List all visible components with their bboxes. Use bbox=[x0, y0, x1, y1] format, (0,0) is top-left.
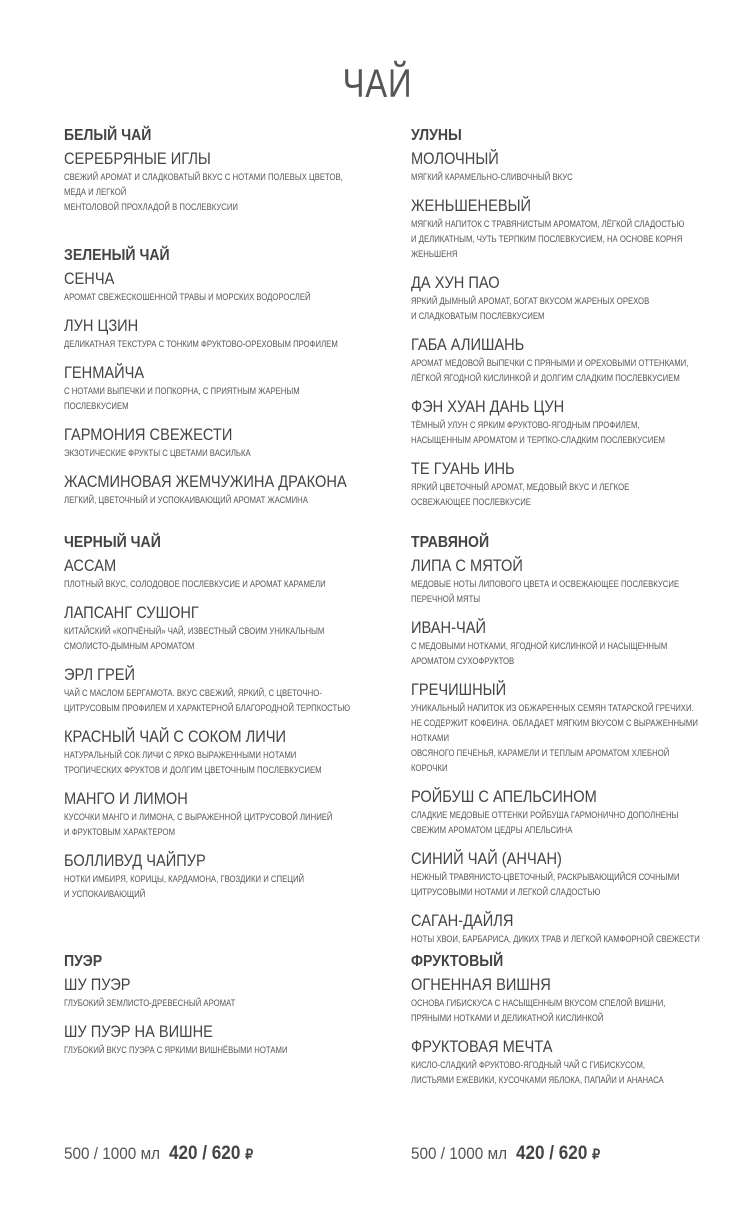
menu-item bbox=[411, 334, 751, 386]
menu-item bbox=[64, 974, 404, 1011]
price-amount: 420 / 620 ₽ bbox=[516, 1143, 601, 1164]
section-fruit bbox=[411, 951, 751, 1098]
menu-item-description: НОТЫ ХВОИ, БАРБАРИСА, ДИКИХ ТРАВ И ЛЕГКОЙ КАМФОРНОЙ СВЕЖЕСТИ bbox=[411, 934, 700, 944]
menu-item-description: СВЕЖИЙ АРОМАТ И СЛАДКОВАТЫЙ ВКУС С НОТАМИ ПОЛЕВЫХ ЦВЕТОВ, МЕДА И ЛЕГКОЙ МЕНТОЛОВОЙ ПРОХЛАДОЙ В ПОСЛЕВКУСИИ bbox=[64, 172, 343, 212]
menu-item bbox=[64, 148, 404, 215]
menu-item-name: САГАН-ДАЙЛЯ bbox=[411, 911, 514, 930]
menu-item bbox=[411, 910, 751, 947]
menu-item bbox=[64, 850, 404, 902]
menu-item-description: КУСОЧКИ МАНГО И ЛИМОНА, С ВЫРАЖЕННОЙ ЦИТРУСОВОЙ ЛИНИЕЙ И ФРУКТОВЫМ ХАРАКТЕРОМ bbox=[64, 812, 333, 837]
menu-item-description: УНИКАЛЬНЫЙ НАПИТОК ИЗ ОБЖАРЕННЫХ СЕМЯН ТАТАРСКОЙ ГРЕЧИХИ. НЕ СОДЕРЖИТ КОФЕИНА. ОБЛАДАЕТ МЯГКИМ ВКУСОМ С ВЫРАЖЕННЫМИ НОТКАМИ ОВСЯНОГО ПЕЧЕНЬЯ, КАРАМЕЛИ И ТЕПЛЫМ АРОМАТОМ ХЛЕБНОЙ КОРОЧКИ bbox=[411, 703, 698, 773]
menu-item-name: ГРЕЧИШНЫЙ bbox=[411, 680, 507, 699]
menu-item bbox=[411, 786, 751, 838]
section-green bbox=[64, 245, 404, 518]
menu-item bbox=[411, 272, 751, 324]
section-oolong bbox=[411, 125, 751, 520]
section-title: БЕЛЫЙ ЧАЙ bbox=[64, 127, 152, 144]
menu-item-name: ГАБА АЛИШАНЬ bbox=[411, 335, 525, 354]
menu-item-description: МЯГКИЙ КАРАМЕЛЬНО-СЛИВОЧНЫЙ ВКУС bbox=[411, 172, 573, 182]
menu-item-name: ШУ ПУЭР bbox=[64, 975, 131, 994]
menu-item-name: ШУ ПУЭР НА ВИШНЕ bbox=[64, 1022, 213, 1041]
menu-item-description: ПЛОТНЫЙ ВКУС, СОЛОДОВОЕ ПОСЛЕВКУСИЕ И АРОМАТ КАРАМЕЛИ bbox=[64, 579, 326, 589]
section-title: ТРАВЯНОЙ bbox=[411, 534, 490, 551]
menu-item bbox=[411, 679, 751, 776]
menu-item-name: РОЙБУШ С АПЕЛЬСИНОМ bbox=[411, 787, 597, 806]
section-title: ЗЕЛЕНЫЙ ЧАЙ bbox=[64, 247, 170, 264]
menu-item-description: АРОМАТ СВЕЖЕСКОШЕННОЙ ТРАВЫ И МОРСКИХ ВОДОРОСЛЕЙ bbox=[64, 292, 311, 302]
menu-item-name: ЖЕНЬШЕНЕВЫЙ bbox=[411, 196, 532, 215]
menu-item-name: ЛУН ЦЗИН bbox=[64, 316, 139, 335]
menu-item-description: КИТАЙСКИЙ «КОПЧЁНЫЙ» ЧАЙ, ИЗВЕСТНЫЙ СВОИМ УНИКАЛЬНЫМ СМОЛИСТО-ДЫМНЫМ АРОМАТОМ bbox=[64, 626, 325, 651]
section-puer bbox=[64, 951, 404, 1068]
menu-item-description: СЛАДКИЕ МЕДОВЫЕ ОТТЕНКИ РОЙБУША ГАРМОНИЧНО ДОПОЛНЕНЫ СВЕЖИМ АРОМАТОМ ЦЕДРЫ АПЕЛЬСИНА bbox=[411, 810, 679, 835]
menu-item bbox=[64, 268, 404, 305]
section-white bbox=[64, 125, 404, 225]
menu-item bbox=[411, 617, 751, 669]
page-title: ЧАЙ bbox=[342, 62, 413, 106]
menu-item-name: ФРУКТОВАЯ МЕЧТА bbox=[411, 1037, 553, 1056]
menu-item-name: МОЛОЧНЫЙ bbox=[411, 149, 499, 168]
menu-item-description: ЯРКИЙ ДЫМНЫЙ АРОМАТ, БОГАТ ВКУСОМ ЖАРЕНЫХ ОРЕХОВ И СЛАДКОВАТЫМ ПОСЛЕВКУСИЕМ bbox=[411, 296, 650, 321]
menu-item bbox=[64, 602, 404, 654]
menu-item-description: НАТУРАЛЬНЫЙ СОК ЛИЧИ С ЯРКО ВЫРАЖЕННЫМИ НОТАМИ ТРОПИЧЕСКИХ ФРУКТОВ И ДОЛГИМ ЦВЕТОЧНЫМ ПОСЛЕВКУСИЕМ bbox=[64, 750, 322, 775]
menu-item-description: ТЁМНЫЙ УЛУН С ЯРКИМ ФРУКТОВО-ЯГОДНЫМ ПРОФИЛЕМ, НАСЫЩЕННЫМ АРОМАТОМ И ТЕРПКО-СЛАДКИМ ПОСЛЕВКУСИЕМ bbox=[411, 420, 665, 445]
menu-item-description: ГЛУБОКИЙ ВКУС ПУЭРА С ЯРКИМИ ВИШНЁВЫМИ НОТАМИ bbox=[64, 1045, 288, 1055]
menu-item-name: ДА ХУН ПАО bbox=[411, 273, 500, 292]
menu-item bbox=[64, 315, 404, 352]
menu-item bbox=[411, 458, 751, 510]
price-right bbox=[411, 1143, 600, 1165]
menu-item-name: ГЕНМАЙЧА bbox=[64, 363, 145, 382]
menu-item-name: ОГНЕННАЯ ВИШНЯ bbox=[411, 975, 551, 994]
price-left bbox=[64, 1143, 253, 1165]
menu-item-description: ЭКЗОТИЧЕСКИЕ ФРУКТЫ С ЦВЕТАМИ ВАСИЛЬКА bbox=[64, 448, 251, 458]
section-black bbox=[64, 532, 404, 912]
menu-item bbox=[411, 148, 751, 185]
menu-item-name: КРАСНЫЙ ЧАЙ С СОКОМ ЛИЧИ bbox=[64, 727, 286, 746]
section-title: ЧЕРНЫЙ ЧАЙ bbox=[64, 534, 161, 551]
menu-item-description: С МЕДОВЫМИ НОТКАМИ, ЯГОДНОЙ КИСЛИНКОЙ И НАСЫЩЕННЫМ АРОМАТОМ СУХОФРУКТОВ bbox=[411, 641, 668, 666]
menu-item bbox=[64, 788, 404, 840]
menu-item bbox=[64, 362, 404, 414]
ruble-icon: ₽ bbox=[245, 1146, 254, 1162]
menu-item bbox=[411, 195, 751, 262]
menu-item-name: ЛИПА С МЯТОЙ bbox=[411, 556, 523, 575]
menu-item-description: НЕЖНЫЙ ТРАВЯНИСТО-ЦВЕТОЧНЫЙ, РАСКРЫВАЮЩИЙСЯ СОЧНЫМИ ЦИТРУСОВЫМИ НОТАМИ И ЛЕГКОЙ СЛАДОСТЬЮ bbox=[411, 872, 680, 897]
menu-item-name: СИНИЙ ЧАЙ (АНЧАН) bbox=[411, 849, 562, 868]
section-title: ПУЭР bbox=[64, 953, 103, 970]
price-amount: 420 / 620 ₽ bbox=[169, 1143, 254, 1164]
menu-item bbox=[411, 848, 751, 900]
menu-item-description: ДЕЛИКАТНАЯ ТЕКСТУРА С ТОНКИМ ФРУКТОВО-ОРЕХОВЫМ ПРОФИЛЕМ bbox=[64, 339, 338, 349]
menu-item bbox=[64, 424, 404, 461]
menu-item bbox=[411, 1036, 751, 1088]
menu-item bbox=[64, 1021, 404, 1058]
menu-item-description: ГЛУБОКИЙ ЗЕМЛИСТО-ДРЕВЕСНЫЙ АРОМАТ bbox=[64, 998, 236, 1008]
menu-item bbox=[64, 664, 404, 716]
menu-item-name: ЛАПСАНГ СУШОНГ bbox=[64, 603, 199, 622]
menu-item bbox=[411, 974, 751, 1026]
price-volume: 500 / 1000 мл bbox=[411, 1144, 508, 1163]
menu-item-name: ИВАН-ЧАЙ bbox=[411, 618, 486, 637]
menu-item bbox=[64, 726, 404, 778]
price-volume: 500 / 1000 мл bbox=[64, 1144, 161, 1163]
menu-item-name: СЕРЕБРЯНЫЕ ИГЛЫ bbox=[64, 149, 211, 168]
section-title: УЛУНЫ bbox=[411, 127, 462, 144]
section-herbal bbox=[411, 532, 751, 957]
menu-item bbox=[411, 555, 751, 607]
menu-item-name: ФЭН ХУАН ДАНЬ ЦУН bbox=[411, 397, 565, 416]
menu-item-description: ОСНОВА ГИБИСКУСА С НАСЫЩЕННЫМ ВКУСОМ СПЕЛОЙ ВИШНИ, ПРЯНЫМИ НОТКАМИ И ДЕЛИКАТНОЙ КИСЛИНКОЙ bbox=[411, 998, 666, 1023]
menu-item-name: АССАМ bbox=[64, 556, 117, 575]
menu-item bbox=[64, 471, 404, 508]
menu-item-description: С НОТАМИ ВЫПЕЧКИ И ПОПКОРНА, С ПРИЯТНЫМ ЖАРЕНЫМ ПОСЛЕВКУСИЕМ bbox=[64, 386, 300, 411]
menu-item-description: МЯГКИЙ НАПИТОК С ТРАВЯНИСТЫМ АРОМАТОМ, ЛЁГКОЙ СЛАДОСТЬЮ И ДЕЛИКАТНЫМ, ЧУТЬ ТЕРПКИМ ПОСЛЕВКУСИЕМ, НА ОСНОВЕ КОРНЯ ЖЕНЬШЕНЯ bbox=[411, 219, 685, 259]
menu-item bbox=[411, 396, 751, 448]
section-title: ФРУКТОВЫЙ bbox=[411, 953, 504, 970]
menu-item-name: ЖАСМИНОВАЯ ЖЕМЧУЖИНА ДРАКОНА bbox=[64, 472, 347, 491]
menu-item-name: ТЕ ГУАНЬ ИНЬ bbox=[411, 459, 515, 478]
menu-item bbox=[64, 555, 404, 592]
menu-item-description: НОТКИ ИМБИРЯ, КОРИЦЫ, КАРДАМОНА, ГВОЗДИКИ И СПЕЦИЙ И УСПОКАИВАЮЩИЙ bbox=[64, 874, 305, 899]
menu-item-description: ЛЕГКИЙ, ЦВЕТОЧНЫЙ И УСПОКАИВАЮЩИЙ АРОМАТ ЖАСМИНА bbox=[64, 495, 308, 505]
menu-item-name: ГАРМОНИЯ СВЕЖЕСТИ bbox=[64, 425, 233, 444]
menu-item-name: СЕНЧА bbox=[64, 269, 115, 288]
menu-item-description: ЧАЙ С МАСЛОМ БЕРГАМОТА. ВКУС СВЕЖИЙ, ЯРКИЙ, С ЦВЕТОЧНО- ЦИТРУСОВЫМ ПРОФИЛЕМ И ХАРАКТЕРНОЙ БЛАГОРОДНОЙ ТЕРПКОСТЬЮ bbox=[64, 688, 351, 713]
menu-item-description: АРОМАТ МЕДОВОЙ ВЫПЕЧКИ С ПРЯНЫМИ И ОРЕХОВЫМИ ОТТЕНКАМИ, ЛЁГКОЙ ЯГОДНОЙ КИСЛИНКОЙ И ДОЛГИМ СЛАДКИМ ПОСЛЕВКУСИЕМ bbox=[411, 358, 689, 383]
menu-item-name: МАНГО И ЛИМОН bbox=[64, 789, 188, 808]
menu-item-description: МЕДОВЫЕ НОТЫ ЛИПОВОГО ЦВЕТА И ОСВЕЖАЮЩЕЕ ПОСЛЕВКУСИЕ ПЕРЕЧНОЙ МЯТЫ bbox=[411, 579, 680, 604]
menu-item-name: БОЛЛИВУД ЧАЙПУР bbox=[64, 851, 206, 870]
menu-item-description: ЯРКИЙ ЦВЕТОЧНЫЙ АРОМАТ, МЕДОВЫЙ ВКУС И ЛЕГКОЕ ОСВЕЖАЮЩЕЕ ПОСЛЕВКУСИЕ bbox=[411, 482, 630, 507]
menu-item-name: ЭРЛ ГРЕЙ bbox=[64, 665, 136, 684]
menu-item-description: КИСЛО-СЛАДКИЙ ФРУКТОВО-ЯГОДНЫЙ ЧАЙ С ГИБИСКУСОМ, ЛИСТЬЯМИ ЕЖЕВИКИ, КУСОЧКАМИ ЯБЛОКА, ПАПАЙИ И АНАНАСА bbox=[411, 1060, 664, 1085]
ruble-icon: ₽ bbox=[592, 1146, 601, 1162]
